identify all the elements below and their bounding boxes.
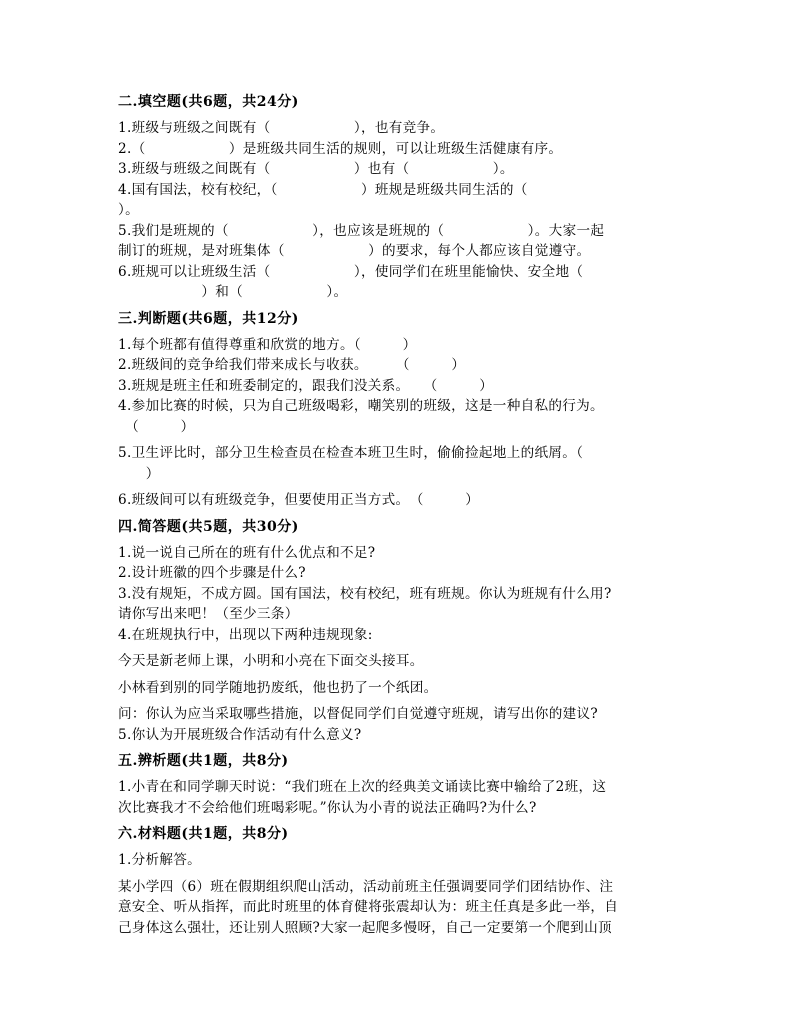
section-heading-fill-blank: 二.填空题(共6题，共24分) [118, 94, 299, 110]
question-line: 1.班级与班级之间既有（ ），也有竞争。 [118, 120, 445, 136]
question-line: ）。 [118, 202, 139, 218]
question-line: 5.你认为开展班级合作活动有什么意义? [118, 726, 362, 743]
question-line: 3.没有规矩，不成方圆。国有国法，校有校纪，班有班规。你认为班规有什么用? [118, 585, 612, 602]
question-line: 6.班规可以让班级生活（ ），使同学们在班里能愉快、安全地（ [118, 263, 584, 280]
question-line: ） [118, 465, 160, 482]
question-line: 某小学四（6）班在假期组织爬山活动，活动前班主任强调要同学们团结协作、注 [118, 878, 614, 895]
question-line: 2.（ ）是班级共同生活的规则，可以让班级生活健康有序。 [118, 140, 563, 157]
question-line: 1.说一说自己所在的班有什么优点和不足? [118, 544, 376, 561]
question-line: 1.小青在和同学聊天时说：“我们班在上次的经典美文诵读比赛中输给了2班，这 [118, 779, 607, 795]
question-line: 4.国有国法，校有校纪，（ ）班规是班级共同生活的（ [118, 181, 528, 198]
question-line: （ ） [118, 418, 195, 435]
question-line: 5.我们是班规的（ ），也应该是班规的（ ）。大家一起 [118, 222, 605, 239]
section-heading-true-false: 三.判断题(共6题，共12分) [118, 310, 299, 327]
section-heading-short-answer: 四.简答题(共5题，共30分) [118, 518, 299, 535]
question-line: 1.分析解答。 [118, 852, 202, 868]
section-heading-material: 六.材料题(共1题，共8分) [118, 826, 289, 842]
question-line: 请你写出来吧！（至少三条） [118, 606, 299, 622]
exam-page [118, 92, 678, 938]
question-line: ）和（ ）。 [118, 284, 348, 300]
question-line: 5.卫生评比时，部分卫生检查员在检查本班卫生时，偷偷捡起地上的纸屑。（ [118, 445, 584, 461]
question-line: 3.班规是班主任和班委制定的，跟我们没关系。 （ ） [118, 377, 494, 394]
section-heading-analysis: 五.辨析题(共1题，共8分) [118, 753, 289, 769]
question-line: 1.每个班都有值得尊重和欣赏的地方。（ ） [118, 336, 417, 353]
question-line: 问：你认为应当采取哪些措施，以督促同学们自觉遵守班规，请写出你的建议? [118, 706, 598, 722]
question-line: 次比赛我才不会给他们班喝彩呢。”你认为小青的说法正确吗?为什么? [118, 799, 537, 816]
question-line: 己身体这么强壮，还让别人照顾?大家一起爬多慢呀，自己一定要第一个爬到山顶 [118, 919, 612, 936]
question-line: 小林看到别的同学随地扔废纸，他也扔了一个纸团。 [118, 679, 438, 696]
question-line: 6.班级间可以有班级竞争，但要使用正当方式。 （ ） [118, 492, 480, 508]
question-line: 4.在班规执行中，出现以下两种违规现象: [118, 626, 373, 643]
question-line: 意安全、听从指挥，而此时班里的体育健将张震却认为：班主任真是多此一举，自 [118, 899, 619, 915]
question-line: 2.班级间的竞争给我们带来成长与收获。 （ ） [118, 357, 466, 373]
question-line: 4.参加比赛的时候，只为自己班级喝彩，嘲笑别的班级，这是一种自私的行为。 [118, 398, 604, 414]
question-line: 今天是新老师上课，小明和小亮在下面交头接耳。 [118, 653, 424, 669]
question-line: 3.班级与班级之间既有（ ）也有（ ）。 [118, 161, 514, 177]
question-line: 制订的班规，是对班集体（ ）的要求，每个人都应该自觉遵守。 [118, 243, 591, 259]
question-line: 2.设计班徽的四个步骤是什么? [118, 565, 306, 581]
